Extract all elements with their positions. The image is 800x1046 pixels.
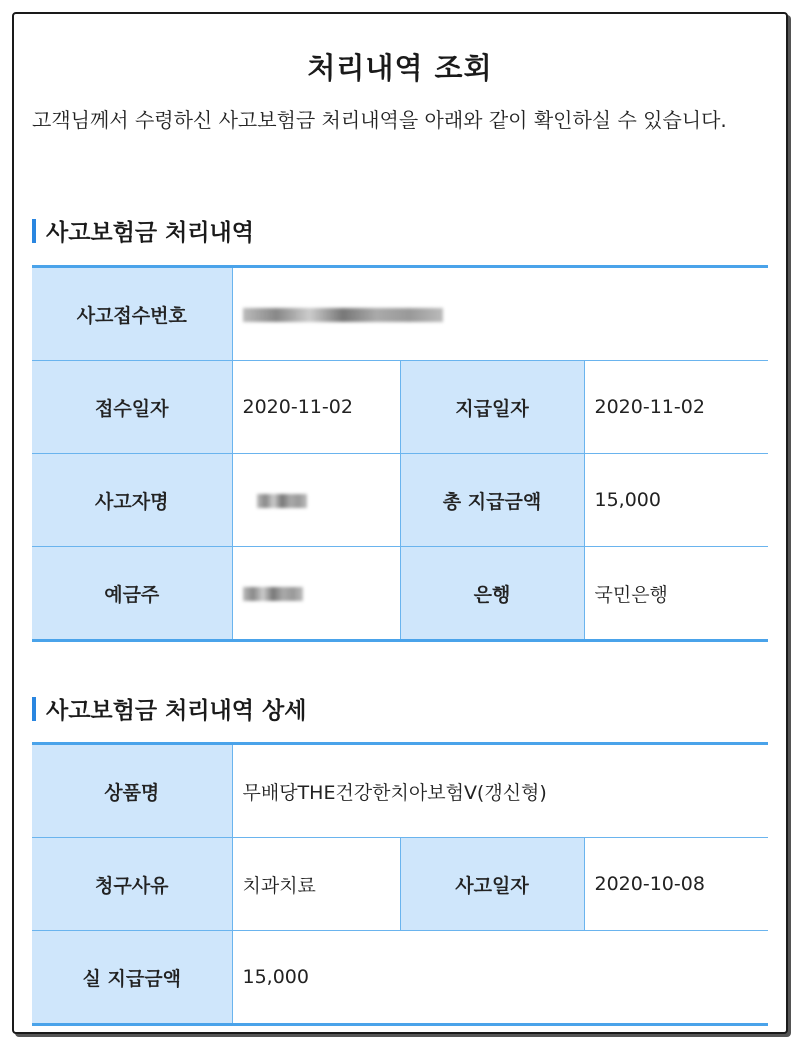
summary-section-heading: [32, 214, 254, 247]
redacted-value: [243, 587, 303, 601]
bank-label: 은행: [400, 547, 584, 641]
actual-amount-value: 15,000: [232, 931, 768, 1025]
claim-reason-value: 치과치료: [232, 838, 400, 931]
accident-no-label: 사고접수번호: [32, 267, 232, 361]
accident-date-label: 사고일자: [400, 838, 584, 931]
section-bar-icon: [32, 219, 36, 243]
table-row: [32, 267, 768, 361]
redacted-value: [243, 308, 443, 322]
product-value: 무배당THE건강한치아보험Ⅴ(갱신형): [232, 744, 768, 838]
detail-section-heading: [32, 692, 306, 725]
total-amount-label: 총 지급금액: [400, 454, 584, 547]
insured-name-value: [232, 454, 400, 547]
table-row: [32, 454, 768, 547]
page-description: 고객님께서 수령하신 사고보험금 처리내역을 아래와 같이 확인하실 수 있습니다.: [32, 108, 727, 132]
account-holder-value: [232, 547, 400, 641]
payment-date-value: 2020-11-02: [584, 361, 768, 454]
section-bar-icon: [32, 697, 36, 721]
total-amount-value: 15,000: [584, 454, 768, 547]
claim-reason-label: 청구사유: [32, 838, 232, 931]
table-row: [32, 744, 768, 838]
bank-value: 국민은행: [584, 547, 768, 641]
accident-no-value: [232, 267, 768, 361]
account-holder-label: 예금주: [32, 547, 232, 641]
table-row: [32, 931, 768, 1025]
summary-heading-text: 사고보험금 처리내역: [46, 220, 254, 246]
redacted-value: [257, 494, 307, 508]
table-row: [32, 547, 768, 641]
table-row: [32, 361, 768, 454]
receipt-date-label: 접수일자: [32, 361, 232, 454]
page-title: 처리내역 조회: [307, 51, 493, 85]
accident-date-value: 2020-10-08: [584, 838, 768, 931]
payment-date-label: 지급일자: [400, 361, 584, 454]
actual-amount-label: 실 지급금액: [32, 931, 232, 1025]
summary-table: [32, 265, 768, 642]
detail-table: [32, 742, 768, 1026]
product-label: 상품명: [32, 744, 232, 838]
receipt-date-value: 2020-11-02: [232, 361, 400, 454]
table-row: [32, 838, 768, 931]
detail-heading-text: 사고보험금 처리내역 상세: [46, 698, 307, 724]
insured-name-label: 사고자명: [32, 454, 232, 547]
